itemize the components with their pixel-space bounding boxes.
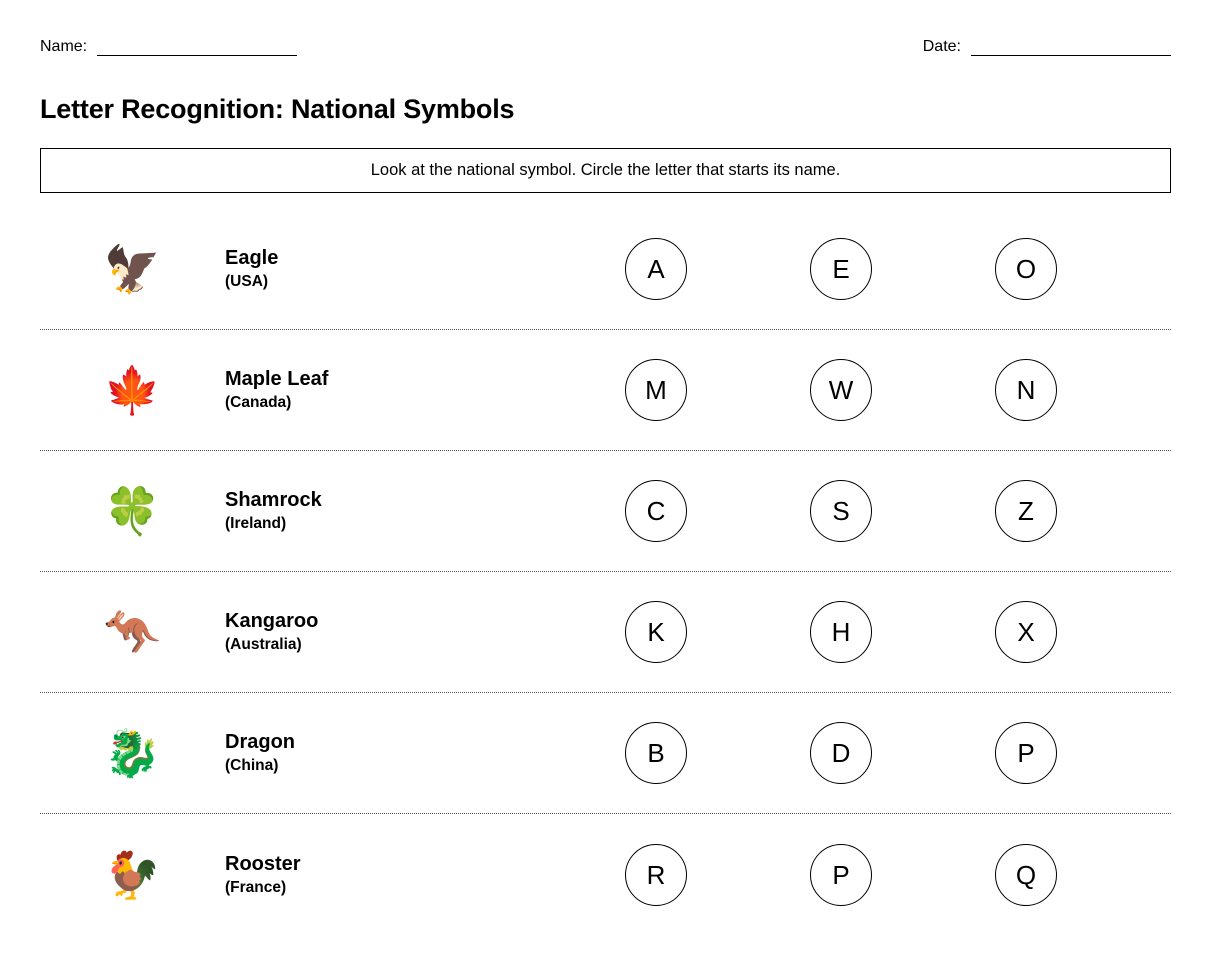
instructions-box (40, 148, 1171, 193)
item-name: Shamrock (225, 489, 322, 511)
choice-option[interactable]: K (625, 601, 687, 663)
item-country: (Canada) (225, 394, 292, 411)
name-input-line[interactable] (97, 41, 297, 56)
item-country: (China) (225, 757, 279, 774)
choice-option[interactable]: X (995, 601, 1057, 663)
choices-cell (625, 480, 1171, 542)
table-row (40, 330, 1171, 451)
symbol-cell (40, 486, 225, 536)
eagle-icon: 🦅 (103, 243, 162, 295)
item-name: Dragon (225, 731, 295, 753)
symbol-cell (40, 365, 225, 415)
choice-option[interactable]: C (625, 480, 687, 542)
choice-option[interactable]: E (810, 238, 872, 300)
name-cell (225, 246, 625, 292)
table-row (40, 693, 1171, 814)
choice-option[interactable]: P (995, 722, 1057, 784)
item-country: (Ireland) (225, 515, 287, 532)
kangaroo-icon: 🦘 (103, 606, 162, 658)
item-name: Rooster (225, 852, 301, 875)
name-cell (225, 488, 625, 534)
choices-cell (625, 722, 1171, 784)
choice-option[interactable]: S (810, 480, 872, 542)
table-row (40, 451, 1171, 572)
choice-option[interactable]: W (810, 359, 872, 421)
choice-option[interactable]: N (995, 359, 1057, 421)
choice-option[interactable]: D (810, 722, 872, 784)
name-cell (225, 730, 625, 776)
item-name: Maple Leaf (225, 368, 329, 390)
choice-option[interactable]: R (625, 844, 687, 906)
choices-cell (625, 359, 1171, 421)
dragon-icon: 🐉 (103, 727, 162, 779)
name-cell (225, 609, 625, 655)
choice-option[interactable]: A (625, 238, 687, 300)
choices-cell (625, 601, 1171, 663)
item-country: (France) (225, 878, 287, 896)
choice-option[interactable]: B (625, 722, 687, 784)
rooster-icon: 🐓 (103, 848, 162, 901)
choice-option[interactable]: Z (995, 480, 1057, 542)
table-row (40, 209, 1171, 330)
student-info-row (40, 0, 1171, 56)
name-cell (225, 852, 625, 898)
symbol-cell (40, 244, 225, 294)
date-label: Date: (922, 38, 961, 55)
choices-cell (625, 844, 1171, 906)
name-cell (225, 367, 625, 413)
symbol-cell (40, 607, 225, 657)
table-row (40, 572, 1171, 693)
item-name: Eagle (225, 247, 279, 269)
name-field-group (40, 38, 297, 56)
question-list (40, 209, 1171, 935)
choice-option[interactable]: P (810, 844, 872, 906)
symbol-cell (40, 850, 225, 900)
item-name: Kangaroo (225, 610, 319, 632)
instructions-text: Look at the national symbol. Circle the letter that starts its name. (370, 161, 841, 179)
symbol-cell (40, 728, 225, 778)
name-label: Name: (40, 38, 88, 55)
date-field-group (923, 38, 1171, 56)
shamrock-icon: 🍀 (103, 485, 162, 537)
maple-leaf-icon: 🍁 (103, 364, 162, 416)
item-country: (Australia) (225, 636, 302, 653)
choice-option[interactable]: Q (995, 844, 1057, 906)
item-country: (USA) (225, 273, 269, 290)
choices-cell (625, 238, 1171, 300)
page-title: Letter Recognition: National Symbols (40, 94, 515, 124)
choice-option[interactable]: H (810, 601, 872, 663)
choice-option[interactable]: M (625, 359, 687, 421)
date-input-line[interactable] (971, 41, 1171, 56)
choice-option[interactable]: O (995, 238, 1057, 300)
table-row (40, 814, 1171, 935)
